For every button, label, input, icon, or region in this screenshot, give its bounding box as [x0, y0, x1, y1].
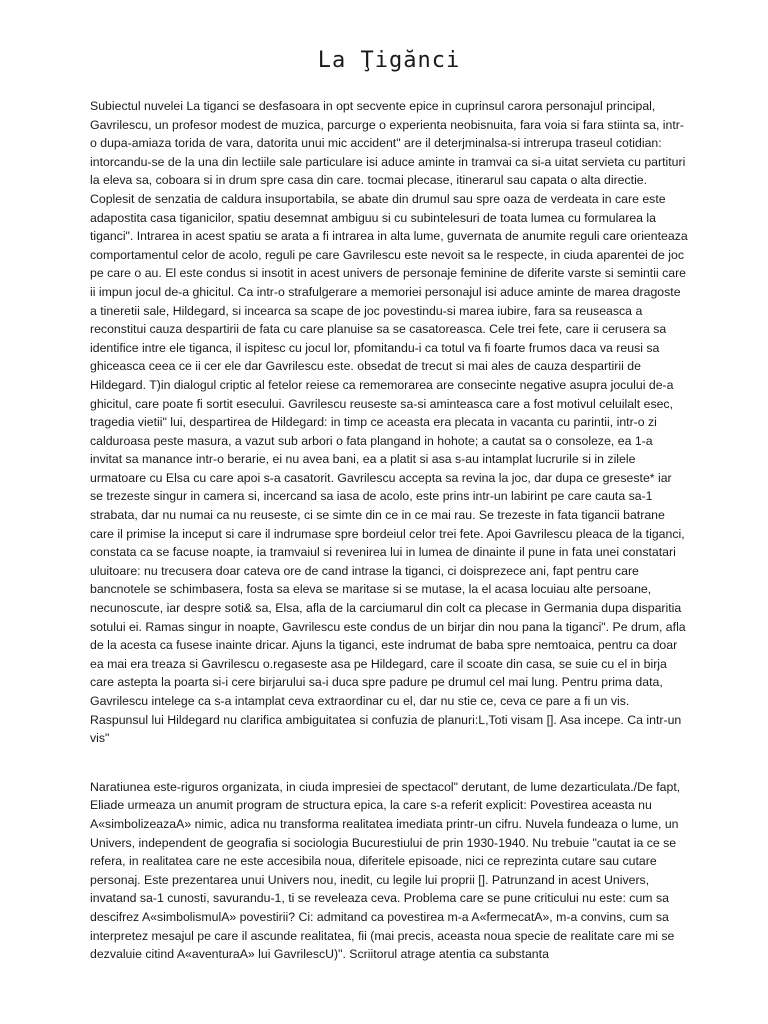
paragraph-narrative-structure: Naratiunea este-riguros organizata, in ciuda impresiei de spectacol" derutant, de lume dezarticulata./De fapt, Eliade urmeaza un anumit program de structura epica, la care s-a referit explicit: Povestirea aceasta nu A«simbolizeazaA» nimic, adica nu transforma realitatea imediata printr-un cifru. Nuvela fundeaza o lume, un Univers, independent de geografia si sociologia Bucurestiului de prin 1930-1940. Nu trebuie "cautat ia ce se refera, in realitatea care ne este accesibila noua, diferitele episoade, nici ce reprezinta cutare sau cutare personaj. Este prezentarea unui Univers nou, inedit, cu legile lui proprii []. Patrunzand in acest Univers, invatand sa-1 cunosti, savurandu-1, ti se reveleaza ceva. Problema care se pune criticului nu este: cum sa descifrez A«simbolismulA» povestirii? Ci: admitand ca povestirea m-a A«fermecatA», m-a convins, cum sa interpretez mesajul pe care il ascunde realitatea, fii (mai precis, aceasta noua specie de realitate care mi se dezvaluie citind A«aventuraA» lui GavrilescU)". Scriitorul atrage atentia ca substanta: [90, 779, 681, 962]
paragraph-subject-summary: Subiectul nuvelei La tiganci se desfasoara in opt secvente epice in cuprinsul carora personajul principal, Gavrilescu, un profesor modest de muzica, parcurge o experienta neobisnuita, fara voia si fara stiinta sa, intr-o dupa-amiaza torida de vara, datorita unui mic accident" are il deterjminalsa-si intrerupa traseul cotidian: intorcandu-se de la una din lectiile sale particulare isi aduce aminte in tramvai ca si-a uitat servieta cu partituri la eleva sa, coboara si in drum spre casa din care. tocmai plecase, itinerarul sau capata o alta directie. Coplesit de senzatia de caldura insuportabila, se abate din drumul sau spre oaza de verdeata in care este adapostita casa tiganicilor, spatiu desemnat ambiguu si cu subintelesuri de toata lumea cu formularea la tiganci". Intrarea in acest spatiu se arata a fi intrarea in alta lume, guvernata de anumite reguli care orienteaza comportamentul celor de acolo, reguli pe care Gavrilescu este nevoit sa le respecte, in ciuda aparentei de joc pe care o au. El este condus si insotit in acest univers de personaje feminine de diferite varste si semintii care ii impun jocul de-a ghicitul. Ca intr-o strafulgerare a memoriei personajul isi aduce aminte de marea dragoste a tineretii sale, Hildegard, si incearca sa scape de joc povestindu-si marea iubire, fara sa reuseasca a reconstitui cauza despartirii de fata cu care planuise sa se casatoreasca. Cele trei fete, care ii cerusera sa identifice intre ele tiganca, il ispitesc cu jocul lor, pfomitandu-i ca totul va fi foarte frumos daca va reusi sa ghiceasca ceea ce ii cer ele dar Gavrilescu este. obsedat de trecut si mai ales de cauza despartirii de Hildegard. T)in dialogul criptic al fetelor reiese ca rememorarea are consecinte negative asupra jocului de-a ghicitul, care poate fi sortit esecului. Gavrilescu reuseste sa-si aminteasca care a fost motivul celuilalt esec, tragedia vietii" lui, despartirea de Hildegard: in timp ce aceasta era plecata in vacanta cu parintii, intr-o zi calduroasa peste masura, a vazut sub arbori o fata plangand in hohote; a cautat sa o consoleze, ea 1-a invitat sa manance intr-o berarie, ei nu avea bani, ea a platit si asa s-au intamplat lucrurile si in zilele urmatoare cu Elsa cu care apoi s-a casatorit. Gavrilescu accepta sa revina la joc, dar dupa ce greseste* iar se trezeste singur in camera si, incercand sa iasa de acolo, este prins intr-un labirint pe care cauta sa-1 strabata, dar nu numai ca nu reuseste, ci se simte din ce in ce mai rau. Se trezeste in fata tigancii batrane care il primise la inceput si care il indrumase spre bordeiul celor trei fete. Apoi Gavrilescu pleaca de la tiganci, constata ca se facuse noapte, ia tramvaiul si revenirea lui in lumea de dinainte il pune in fata unei constatari uluitoare: nu trecusera doar cateva ore de cand intrase la tiganci, ci doisprezece ani, fapt pentru care bancnotele se schimbasera, fosta sa eleva se maritase si se mutase, la el acasa locuiau alte persoane, necunoscute, iar despre soti& sa, Elsa, afla de la carciumarul din colt ca plecase in Germania dupa disparitia sotului ei. Ramas singur in noapte, Gavrilescu este condus de un birjar din nou pana la tiganci". Pe drum, afla de la acesta ca fusese inainte dricar. Ajuns la tiganci, este indrumat de baba spre nemtoaica, pentru ca doar ea mai era treaza si Gavrilescu o.regaseste asa pe Hildegard, care il scoate din casa, se suie cu el in birja care astepta la poarta si-i cere birjarului sa-i duca spre padure pe drumul cel mai lung. Pentru prima data, Gavrilescu intelege ca s-a intamplat ceva extraordinar cu el, dar nu stie ce, ceva ce pare a fi un vis. Raspunsul lui Hildegard nu clarifica ambiguitatea si confuzia de planuri:L,Toti visam []. Asa incepe. Ca intr-un vis": [90, 99, 688, 746]
document-title: La Ţigănci: [317, 48, 461, 73]
